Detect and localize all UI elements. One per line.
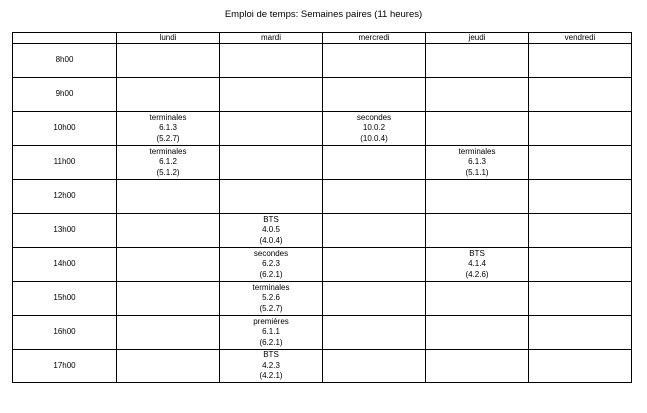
empty-slot <box>220 146 323 180</box>
time-label: 8h00 <box>13 44 117 78</box>
slot-class-name: BTS <box>263 350 279 360</box>
slot-ref: (4.2.1) <box>259 371 283 381</box>
empty-slot <box>220 180 323 214</box>
day-header: vendredi <box>529 33 632 44</box>
empty-slot <box>426 282 529 316</box>
slot-code: 6.1.3 <box>159 123 177 133</box>
slot-ref: (5.2.7) <box>259 303 283 313</box>
empty-slot <box>117 214 220 248</box>
slot-ref: (4.2.6) <box>465 269 489 279</box>
empty-slot <box>323 44 426 78</box>
empty-slot <box>529 350 632 383</box>
slot-class-name: terminales <box>149 146 187 156</box>
empty-slot <box>426 214 529 248</box>
empty-slot <box>529 78 632 112</box>
time-label: 13h00 <box>13 214 117 248</box>
timetable <box>12 32 632 383</box>
class-slot <box>117 112 220 146</box>
day-header: mercredi <box>323 33 426 44</box>
slot-ref: (4.0.4) <box>259 235 283 245</box>
slot-ref: (6.2.1) <box>259 269 283 279</box>
empty-slot <box>220 112 323 146</box>
time-row <box>13 214 632 248</box>
time-label: 10h00 <box>13 112 117 146</box>
empty-slot <box>117 248 220 282</box>
time-label: 14h00 <box>13 248 117 282</box>
header-row <box>13 33 632 44</box>
empty-slot <box>529 146 632 180</box>
class-slot <box>220 350 323 383</box>
slot-class-name: premières <box>253 316 289 326</box>
day-header: lundi <box>117 33 220 44</box>
slot-ref: (6.2.1) <box>259 337 283 347</box>
empty-slot <box>426 112 529 146</box>
empty-slot <box>117 78 220 112</box>
slot-code: 4.2.3 <box>262 360 280 370</box>
empty-slot <box>117 180 220 214</box>
day-header: mardi <box>220 33 323 44</box>
time-label: 15h00 <box>13 282 117 316</box>
slot-ref: (10.0.4) <box>360 133 388 143</box>
time-row <box>13 146 632 180</box>
class-slot <box>220 282 323 316</box>
timetable-body <box>13 44 632 383</box>
empty-slot <box>323 78 426 112</box>
empty-slot <box>426 180 529 214</box>
empty-slot <box>529 180 632 214</box>
page-title: Emploi de temps: Semaines paires (11 heures) <box>224 9 423 20</box>
time-row <box>13 112 632 146</box>
day-header: jeudi <box>426 33 529 44</box>
empty-slot <box>323 248 426 282</box>
empty-slot <box>529 248 632 282</box>
empty-slot <box>323 180 426 214</box>
class-slot <box>220 248 323 282</box>
slot-class-name: terminales <box>252 282 290 292</box>
empty-slot <box>426 44 529 78</box>
slot-ref: (5.2.7) <box>156 133 180 143</box>
slot-code: 6.1.3 <box>468 157 486 167</box>
slot-class-name: secondes <box>356 112 392 122</box>
slot-class-name: terminales <box>458 146 496 156</box>
class-slot <box>426 248 529 282</box>
time-label: 17h00 <box>13 350 117 383</box>
time-row <box>13 248 632 282</box>
slot-code: 4.0.5 <box>262 225 280 235</box>
empty-slot <box>529 316 632 350</box>
empty-slot <box>426 350 529 383</box>
time-label: 16h00 <box>13 316 117 350</box>
empty-slot <box>323 350 426 383</box>
class-slot <box>220 316 323 350</box>
slot-ref: (5.1.1) <box>465 167 489 177</box>
empty-slot <box>323 214 426 248</box>
slot-class-name: secondes <box>253 248 289 258</box>
empty-slot <box>529 282 632 316</box>
slot-code: 6.2.3 <box>262 259 280 269</box>
slot-code: 4.1.4 <box>468 259 486 269</box>
slot-code: 6.1.1 <box>262 327 280 337</box>
class-slot <box>117 146 220 180</box>
slot-class-name: terminales <box>149 112 187 122</box>
empty-slot <box>117 316 220 350</box>
header-corner <box>13 33 117 44</box>
time-row <box>13 180 632 214</box>
empty-slot <box>220 78 323 112</box>
slot-code: 5.2.6 <box>262 293 280 303</box>
time-row <box>13 78 632 112</box>
empty-slot <box>117 282 220 316</box>
time-row <box>13 282 632 316</box>
time-row <box>13 316 632 350</box>
empty-slot <box>323 146 426 180</box>
empty-slot <box>117 350 220 383</box>
empty-slot <box>426 316 529 350</box>
slot-code: 10.0.2 <box>362 123 386 133</box>
class-slot <box>220 214 323 248</box>
time-label: 9h00 <box>13 78 117 112</box>
time-row <box>13 350 632 383</box>
slot-code: 6.1.2 <box>159 157 177 167</box>
empty-slot <box>529 214 632 248</box>
empty-slot <box>426 78 529 112</box>
slot-ref: (5.1.2) <box>156 167 180 177</box>
empty-slot <box>529 112 632 146</box>
time-row <box>13 44 632 78</box>
class-slot <box>323 112 426 146</box>
empty-slot <box>220 44 323 78</box>
time-label: 12h00 <box>13 180 117 214</box>
slot-class-name: BTS <box>263 214 279 224</box>
empty-slot <box>117 44 220 78</box>
empty-slot <box>529 44 632 78</box>
time-label: 11h00 <box>13 146 117 180</box>
class-slot <box>426 146 529 180</box>
empty-slot <box>323 316 426 350</box>
slot-class-name: BTS <box>469 248 485 258</box>
empty-slot <box>323 282 426 316</box>
